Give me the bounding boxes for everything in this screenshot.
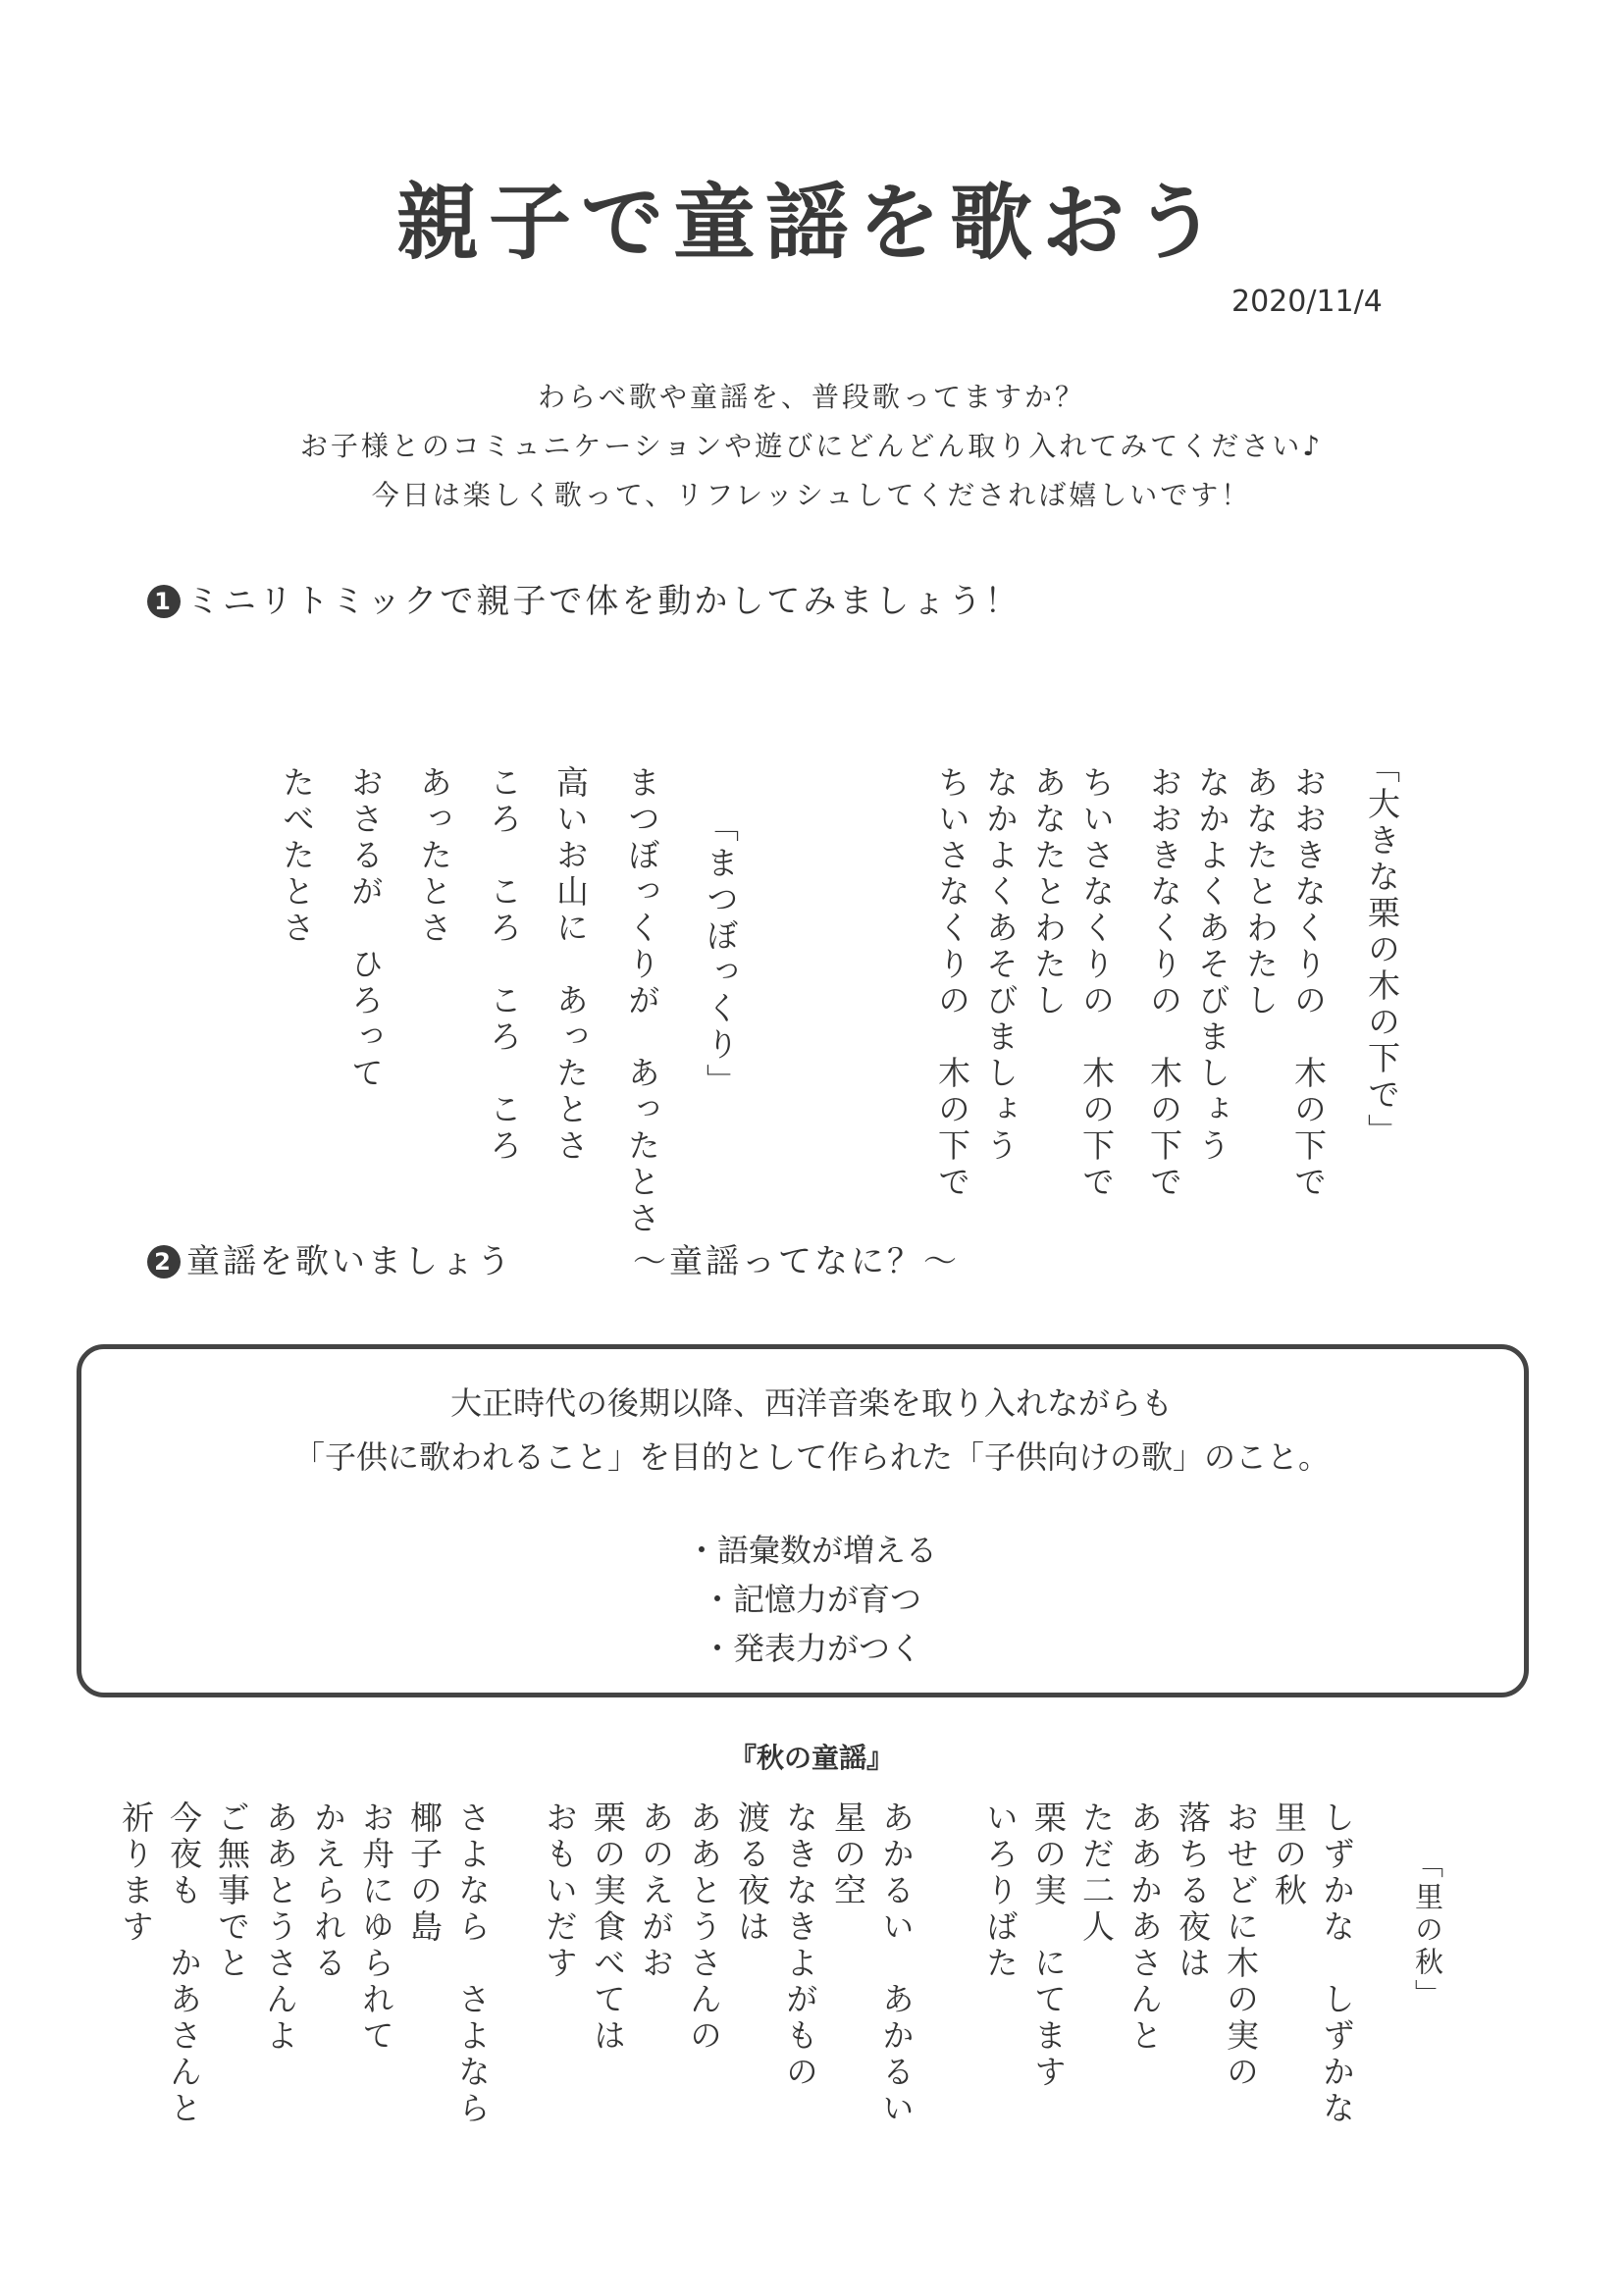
song-matsubokkuri-line: あったとさ xyxy=(415,765,453,947)
song-satonoaki-line: いろりばた xyxy=(981,1800,1020,1982)
song-satonoaki-line: あかるい あかるい xyxy=(877,1800,916,2127)
song-kuri-line: なかよくあそびましょう xyxy=(981,765,1020,1165)
song-satonoaki-line: 祈ります xyxy=(117,1800,155,1946)
song-satonoaki-line: 栗の実食べては xyxy=(589,1800,627,2055)
song-matsubokkuri-title: 「まつぼっくり」 xyxy=(702,809,740,1100)
song-satonoaki-line: あのえがお xyxy=(637,1800,675,1982)
song-kuri-title: 「大きな栗の木の下で」 xyxy=(1363,751,1401,1150)
song-satonoaki-line: 栗の実 にてます xyxy=(1029,1800,1068,2091)
song-satonoaki-line: ああかあさんと xyxy=(1126,1800,1164,2055)
song-matsubokkuri-line: まつぼっくりが あったとさ xyxy=(623,765,661,1237)
song-satonoaki-line: さよなら さよなら xyxy=(453,1800,492,2127)
song-satonoaki-line: ご無事でと xyxy=(213,1800,251,1982)
section-2-subtitle: ～童謡ってなに？～ xyxy=(633,1242,960,1281)
intro-text xyxy=(0,373,1623,520)
section-number-badge: 2 xyxy=(147,1245,181,1278)
intro-line: 今日は楽しく歌って、リフレッシュしてくだされば嬉しいです！ xyxy=(371,479,1252,511)
song-kuri-line: ちいさなくりの 木の下で xyxy=(933,765,971,1201)
song-satonoaki-line: しずかな しずかな xyxy=(1318,1800,1356,2127)
song-matsubokkuri-line: ころ ころ ころ ころ xyxy=(485,765,523,1165)
song-kuri-line: おおきなくりの 木の下で xyxy=(1145,765,1183,1201)
song-satonoaki-line: かえられる xyxy=(309,1800,347,1982)
song-satonoaki-title: 「里の秋」 xyxy=(1411,1850,1444,2011)
date: 2020/11/4 xyxy=(1231,285,1383,319)
song-satonoaki-line: ただ二人 xyxy=(1077,1800,1116,1946)
song-satonoaki-line: 渡る夜は xyxy=(733,1800,771,1946)
song-kuri-line: あなたとわたし xyxy=(1241,765,1280,1019)
song-kuri-line: なかよくあそびましょう xyxy=(1193,765,1231,1165)
section-1-text: ミニリトミックで親子で体を動かしてみましょう！ xyxy=(186,582,1021,621)
box-line: 「子供に歌われること」を目的として作られた「子供向けの歌」のこと。 xyxy=(292,1438,1330,1476)
song-satonoaki-line: 里の秋 xyxy=(1270,1800,1308,1909)
song-satonoaki-line: 落ちる夜は xyxy=(1174,1800,1212,1982)
song-kuri-line: あなたとわたし xyxy=(1029,765,1068,1019)
song-satonoaki-line: 椰子の島 xyxy=(405,1800,444,1946)
section-number-badge: 1 xyxy=(147,585,181,618)
box-bullet: ・発表力がつく xyxy=(701,1630,921,1667)
box-line: 大正時代の後期以降、西洋音楽を取り入れながらも xyxy=(449,1384,1173,1422)
song-satonoaki-line: 今夜も かあさんと xyxy=(165,1800,203,2127)
box-bullet: ・記憶力が育つ xyxy=(701,1581,921,1618)
song-satonoaki-line: おせどに木の実の xyxy=(1222,1800,1260,2091)
song-kuri-line: ちいさなくりの 木の下で xyxy=(1077,765,1116,1201)
box-bullet: ・語彙数が増える xyxy=(685,1532,937,1569)
intro-line: わらべ歌や童謡を、普段歌ってますか？ xyxy=(537,381,1085,413)
autumn-songs-title: 『秋の童謡』 xyxy=(728,1742,894,1774)
song-matsubokkuri-line: おさるが ひろって xyxy=(346,765,385,1092)
song-satonoaki-line: なきなきよがもの xyxy=(781,1800,819,2091)
song-satonoaki-line: お舟にゆられて xyxy=(357,1800,395,2055)
song-matsubokkuri-line: 高いお山に あったとさ xyxy=(551,765,590,1165)
section-1-heading xyxy=(147,574,1021,622)
song-satonoaki-line: ああとうさんの xyxy=(685,1800,723,2055)
section-2-text: 童謡を歌いましょう xyxy=(186,1242,513,1281)
song-matsubokkuri-line: たべたとさ xyxy=(278,765,316,947)
song-satonoaki-line: ああとうさんよ xyxy=(261,1800,299,2055)
page-title: 親子で童謡を歌おう xyxy=(395,175,1227,271)
song-satonoaki-line: おもいだす xyxy=(541,1800,579,1982)
song-kuri-line: おおきなくりの 木の下で xyxy=(1289,765,1328,1201)
section-2-heading xyxy=(147,1234,513,1282)
intro-line: お子様とのコミュニケーションや遊びにどんどん取り入れてみてください♪ xyxy=(299,430,1324,462)
song-satonoaki-line: 星の空 xyxy=(829,1800,867,1909)
